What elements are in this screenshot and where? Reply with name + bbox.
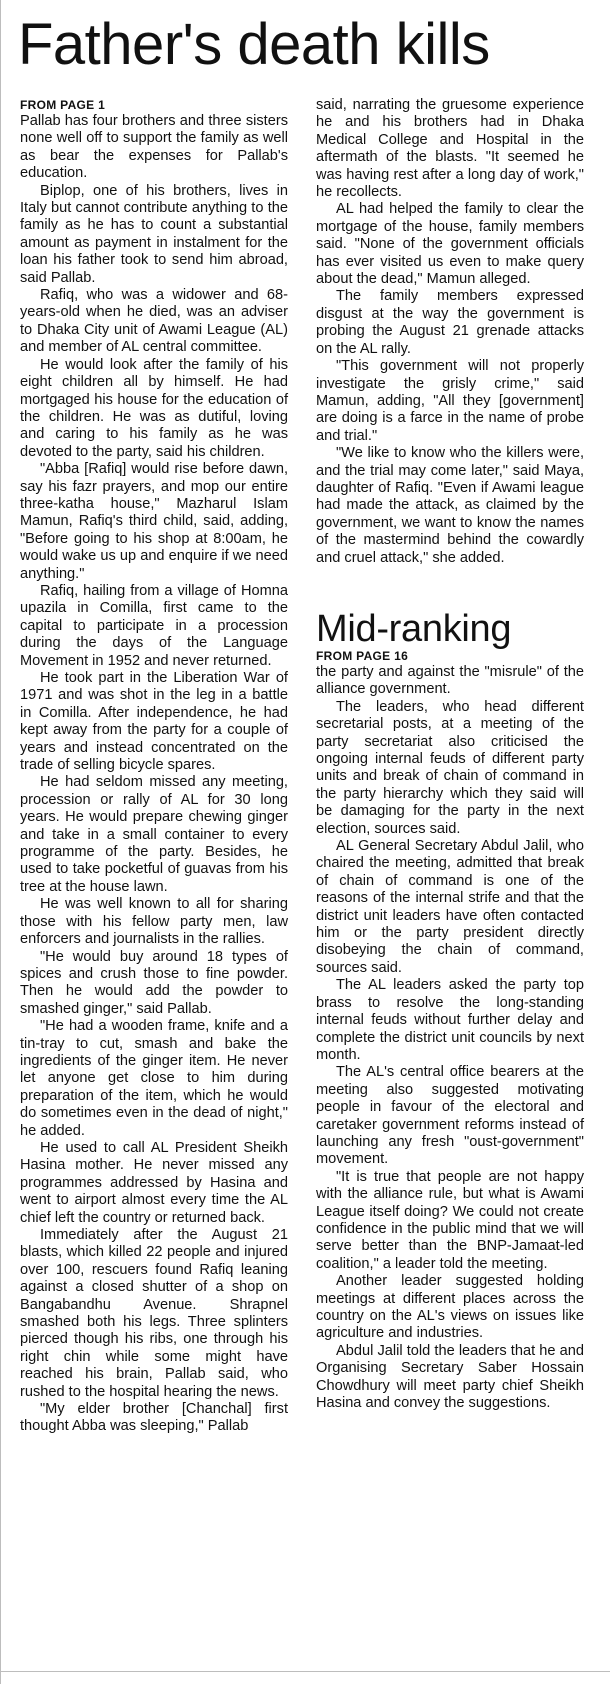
jump-line-from-page-16: FROM PAGE 16 (316, 648, 409, 663)
article-paragraph: He had seldom missed any meeting, procession or rally of AL for 30 long years. He would prepare chewing ginger and take in a small container to every programme of the party. Besides, he used to take pocketful of guavas from his tree at the house lawn. (20, 774, 288, 895)
headline: Father's death kills (18, 12, 490, 77)
article-paragraph: He was well known to all for sharing those with his fellow party men, law enforcers and journalists in the rallies. (20, 896, 288, 948)
second-story-paragraph: The leaders, who head different secretarial posts, at a meeting of the party secretariat also criticised the ongoing internal feuds of different party units and break of chain of command in the party hierarchy which they said will be damaging for the party in the next election, sources said. (316, 698, 584, 837)
second-story-paragraph: AL General Secretary Abdul Jalil, who chaired the meeting, admitted that break of chain of command is one of the reasons of the internal strife and that the district unit leaders have often contacted him or the party president directly disobeying the chain of command, sources said. (316, 838, 584, 976)
article-paragraph: He would look after the family of his eight children all by himself. He had mortgaged his house for the education of the children. He was as dutiful, loving and caring to his family as he was devoted to the party, said his children. (20, 356, 288, 460)
article-paragraph: Pallab has four brothers and three sisters none well off to support the family as well as bear the expenses for Pallab's education. (20, 113, 288, 182)
jump-line-from-page-1: FROM PAGE 1 (20, 98, 106, 112)
article-paragraph: He took part in the Liberation War of 1971 and was shot in the leg in a battle in Comilla. After independence, he had kept away from the party for a couple of years and instead concentrated on the trade of selling bicycle spares. (20, 670, 288, 774)
article-paragraph: Rafiq, hailing from a village of Homna upazila in Comilla, first came to the capital to participate in a procession during the days of the Language Movement in 1952 and never returned. (20, 582, 288, 669)
second-story-paragraph: The AL's central office bearers at the meeting also suggested motivating people in favour of the electoral and caretaker government reforms instead of launching any fresh "oust-government" movement. (316, 1064, 584, 1168)
article-paragraph: "He would buy around 18 types of spices and crush those to fine powder. Then he would add the powder to smashed ginger," said Pallab. (20, 948, 288, 1017)
second-story-paragraph: Another leader suggested holding meetings at different places across the country on the AL's views on issues like agriculture and industries. (316, 1273, 584, 1342)
article-paragraph: "My elder brother [Chanchal] first thought Abba was sleeping," Pallab (20, 1401, 288, 1435)
article-paragraph: Immediately after the August 21 blasts, which killed 22 people and injured over 100, rescuers found Rafiq leaning against a closed shutter of a shop on Bangabandhu Avenue. Shrapnel smashed both his legs. Three splinters pierced though his ribs, one through his right chin while some might have reached his brain, Pallab said, who rushed to the hospital hearing the news. (20, 1227, 288, 1400)
article-continuation-paragraph: "We like to know who the killers were, and the trial may come later," said Maya, daughter of Rafiq. "Even if Awami league had made the attack, as claimed by the government, we want to know the names of the mastermind behind the cowardly and cruel attack," she added. (316, 445, 584, 566)
second-story-paragraph: The AL leaders asked the party top brass to resolve the long-standing internal feuds without further delay and complete the district unit councils by next month. (316, 977, 584, 1063)
bottom-rule (0, 1671, 610, 1672)
article-paragraph: Rafiq, who was a widower and 68-years-old when he died, was an adviser to Dhaka City unit of Awami League (AL) and member of AL central committee. (20, 287, 288, 356)
article-continuation-paragraph: said, narrating the gruesome experience he and his brothers had in Dhaka Medical College and Hospital in the aftermath of the blasts. "It seemed he was having rest after a long day of work," he recollects. (316, 97, 584, 201)
article-paragraph: "He had a wooden frame, knife and a tin-tray to cut, smash and bake the ingredients of the ginger item. He never let anyone get close to him during preparation of the item, which he would do sometimes even in the dead of night," he added. (20, 1018, 288, 1139)
second-story-headline: Mid-ranking (316, 607, 512, 650)
second-story-paragraph: "It is true that people are not happy with the alliance rule, but what is Awami League itself doing? We could not create confidence in the public mind that we will serve better than the BNP-Jamaat-led coalition," a leader told the meeting. (316, 1168, 584, 1272)
right-column (316, 97, 584, 1412)
second-story-paragraph: Abdul Jalil told the leaders that he and Organising Secretary Saber Hossain Chowdhury will meet party chief Sheikh Hasina and convey the suggestions. (316, 1342, 584, 1412)
left-column-rule (0, 0, 1, 1684)
article-paragraph: "Abba [Rafiq] would rise before dawn, say his fazr prayers, and mop our entire three-katha house," Mazharul Islam Mamun, Rafiq's third child, said, adding, "Before going to his shop at 8:00am, he would wake us up and enquire if we need anything." (20, 461, 288, 582)
article-paragraph: Biplop, one of his brothers, lives in Italy but cannot contribute anything to the family as he has to count a substantial amount as payment in instalment for the loan his father took to send him abroad, said Pallab. (20, 182, 288, 286)
article-paragraph: He used to call AL President Sheikh Hasina mother. He never missed any programmes addressed by Hasina and went to airport almost every time the AL chief left the country or returned back. (20, 1139, 288, 1226)
article-continuation-paragraph: The family members expressed disgust at the way the government is probing the August 21 grenade attacks on the AL rally. (316, 288, 584, 357)
second-story-paragraph: the party and against the "misrule" of the alliance government. (316, 663, 584, 698)
article-continuation-paragraph: "This government will not properly investigate the grisly crime," said Mamun, adding, "All they [government] are doing is a farce in the name of probe and trial." (316, 358, 584, 444)
left-column (20, 98, 288, 1436)
article-continuation-paragraph: AL had helped the family to clear the mortgage of the house, family members said. "None of the government officials has ever visited us even to make query about the dead," Mamun alleged. (316, 201, 584, 288)
